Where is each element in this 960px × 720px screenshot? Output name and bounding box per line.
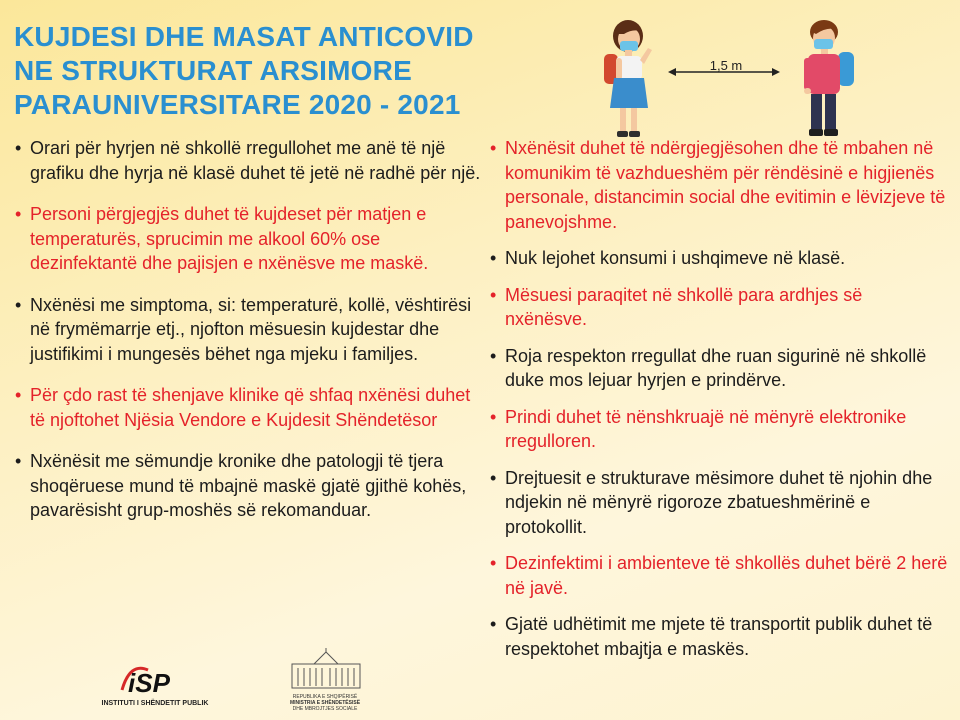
bullet-item: • Nxënësit duhet të ndërgjegjësohen dhe të mbahen në komunikim të vazhdueshëm për rëndësinë e higjienës personale, distancimin social dhe evitimin e lëvizjeve të panevojshme. <box>489 136 949 234</box>
bullet-item: • Nuk lejohet konsumi i ushqimeve në klasë. <box>489 246 949 271</box>
bullet-item: • Personi përgjegjës duhet të kujdeset për matjen e temperaturës, sprucimin me alkool 60% ose dezinfektantë dhe pajisjen e nxënësve me maskë. <box>14 202 484 276</box>
title-line-2: NE STRUKTURAT ARSIMORE <box>14 55 412 86</box>
bullet-item: • Nxënësi me simptoma, si: temperaturë, kollë, vështirësi në frymëmarrje etj., njofton mësuesin kujdestar dhe justifikimi i mungesës bëhet nga mjeku i familjes. <box>14 293 484 367</box>
left-column <box>14 136 484 540</box>
title-line-1: KUJDESI DHE MASAT ANTICOVID <box>14 21 474 52</box>
ministry-name-line-1: REPUBLIKA E SHQIPËRISË <box>292 694 358 700</box>
ministry-logo-name <box>280 694 370 712</box>
isp-logo-name: INSTITUTI I SHËNDETIT PUBLIK <box>101 700 209 707</box>
bullet-item: • Drejtuesit e strukturave mësimore duhet të njohin dhe ndjekin në mënyrë rigoroze zbatueshmërinë e protokollit. <box>489 466 949 540</box>
bullet-item: • Dezinfektimi i ambienteve të shkollës duhet bërë 2 herë në javë. <box>489 551 949 600</box>
isp-logo <box>100 660 210 698</box>
right-column <box>489 136 949 673</box>
title-line-3: PARAUNIVERSITARE 2020 - 2021 <box>14 89 461 120</box>
ministry-name-line-2: MINISTRIA E SHËNDETËSISË <box>289 700 361 706</box>
page-title <box>14 20 514 122</box>
bullet-item: • Prindi duhet të nënshkruajë në mënyrë elektronike rregulloren. <box>489 405 949 454</box>
isp-logo-mark: iSP <box>128 668 170 698</box>
bullet-item: • Roja respekton rregullat dhe ruan sigurinë në shkollë duke mos lejuar hyrjen e prindërve. <box>489 344 949 393</box>
bullet-item: • Orari për hyrjen në shkollë rregullohet me anë të një grafiku dhe hyrja në klasë duhet të jetë në radhë për një. <box>14 136 484 185</box>
distance-label: 1,5 m <box>709 58 743 73</box>
girl-student-illustration <box>592 12 662 140</box>
bullet-item: • Gjatë udhëtimit me mjete të transportit publik duhet të respektohet mbajtja e maskës. <box>489 612 949 661</box>
ministry-building-icon <box>288 646 364 692</box>
boy-student-illustration <box>792 12 864 140</box>
ministry-name-line-3: DHE MBROJTJES SOCIALE <box>292 706 358 712</box>
bullet-item: • Mësuesi paraqitet në shkollë para ardhjes së nxënësve. <box>489 283 949 332</box>
bullet-item: • Për çdo rast të shenjave klinike që shfaq nxënësi duhet të njoftohet Njësia Vendore e Kujdesit Shëndetësor <box>14 383 484 432</box>
bullet-item: • Nxënësit me sëmundje kronike dhe patologji të tjera shoqëruese mund të mbajnë maskë gjatë gjithë kohës, pavarësisht grup-moshës së rekomanduar. <box>14 449 484 523</box>
